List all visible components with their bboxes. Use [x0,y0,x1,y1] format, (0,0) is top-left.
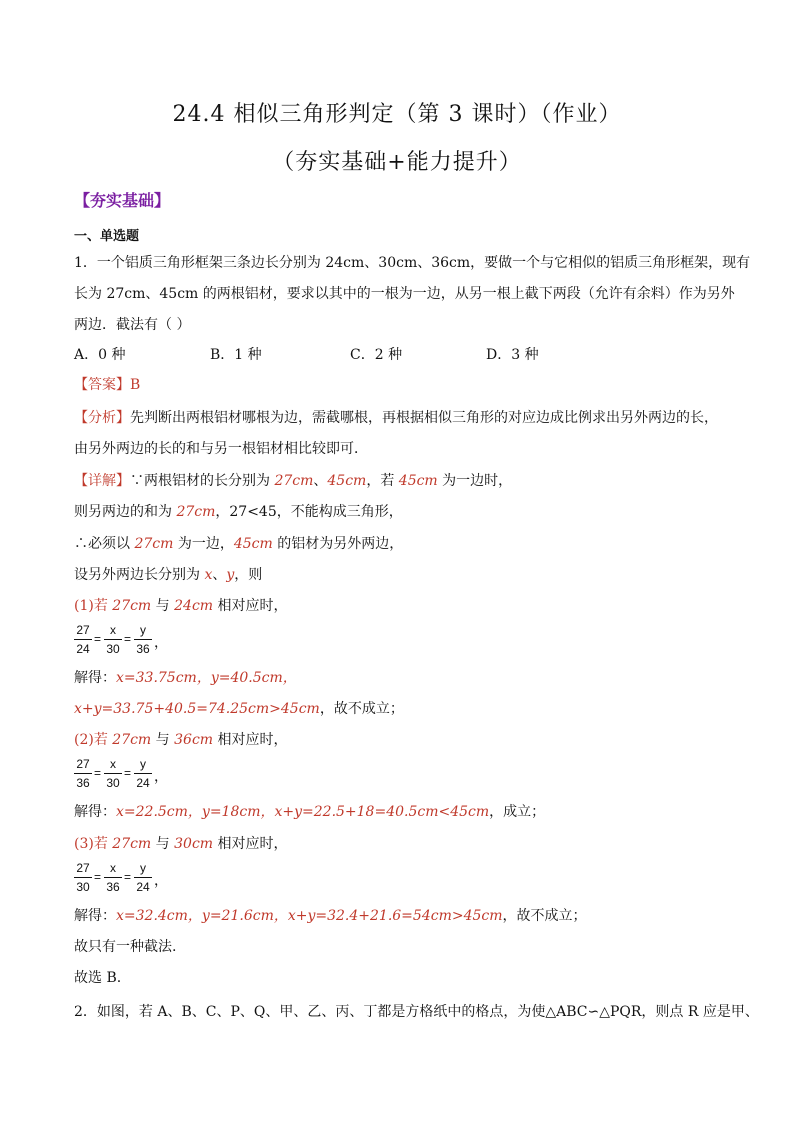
fraction: x 30 [104,756,122,791]
case-1-check: x+y=33.75+40.5=74.25cm>45cm，故不成立； [74,701,404,717]
fraction: x 30 [104,622,122,657]
fraction: 27 30 [74,860,92,895]
answer-tag: 【答案】 [74,377,130,393]
case-2-solution: 解得：x=22.5cm，y=18cm，x+y=22.5+18=40.5cm<45cm，成立； [74,804,546,820]
fraction: y 36 [134,622,152,657]
case-1-heading: (1)若 27cm 与 24cm 相对应时， [74,598,288,614]
q2-line-1: 2．如图，若 A、B、C、P、Q、甲、乙、丙、丁都是方格纸中的格点，为使△ABC∽△PQR，则点 R 应是甲、 [74,1004,759,1020]
option-d: D．3 种 [486,347,539,363]
fraction: 27 36 [74,756,92,791]
conclusion: 故只有一种截法. [74,939,177,955]
analysis-line-1 [74,409,734,427]
q1-options [74,346,734,364]
q1-line-3: 两边．截法有（ ） [74,317,191,333]
option-b: B．1 种 [210,347,262,363]
detail-line-3: ∴必须以 27cm 为一边，45cm 的铝材为另外两边， [74,536,404,552]
final-choice: 故选 B. [74,970,122,986]
option-c: C．2 种 [350,347,403,363]
answer-line [74,376,734,394]
detail-line-1: 【详解】∵两根铝材的长分别为 27cm、45cm，若 45cm 为一边时， [74,473,513,489]
option-a: A．0 种 [74,347,126,363]
case-3-solution: 解得：x=32.4cm，y=21.6cm，x+y=32.4+21.6=54cm>45cm，故不成立； [74,908,587,924]
case-2-heading: (2)若 27cm 与 36cm 相对应时， [74,732,288,748]
q1-line-1: 1．一个铝质三角形框架三条边长分别为 24cm、30cm、36cm，要做一个与它相似的铝质三角形框架，现有 [74,255,751,271]
analysis-tag: 【分析】 [74,410,130,426]
case-1-solution: 解得：x=33.75cm，y=40.5cm， [74,670,297,686]
page-subtitle: （夯实基础+能力提升） [272,150,522,175]
fraction: y 24 [134,756,152,791]
page-title: 24.4 相似三角形判定（第 3 课时）（作业） [172,102,622,127]
answer-value: B [130,377,141,393]
detail-line-2: 则另两边的和为 27cm，27<45，不能构成三角形， [74,504,403,520]
q1-line-2: 长为 27cm、45cm 的两根铝材，要求以其中的一根为一边，从另一根上截下两段（允许有余料）作为另外 [74,286,735,302]
analysis-text-1: 先判断出两根铝材哪根为边，需截哪根，再根据相似三角形的对应边成比例求出另外两边的长， [130,410,718,426]
fraction: 27 24 [74,622,92,657]
subsection-heading: 一、单选题 [74,229,140,244]
analysis-line-2: 由另外两边的长的和与另一根铝材相比较即可． [74,441,368,457]
document-page: 24.4 相似三角形判定（第 3 课时）（作业） （夯实基础+能力提升） 【夯实基础】 一、单选题 1．一个铝质三角形框架三条边长分别为 24cm、30cm、36cm，要做一个与它相似的铝质三角形框架，现有 长为 27cm、45cm 的两根铝材，要求以其中的一根为一边，从另一根上截下两段（允许有余料）作为另外 两边．截法有（ ） A．0 种 B．1 种 C．2 种 D．3 种 【答案】B 【分析】先判断出两根铝材哪根为边，需截哪根，再根据相似三角形的对应边成比例求出另外两边的长， 由另外两边的长的和与另一根铝材相比较即可． 【详解】∵两根铝材的长分别为 27cm、45cm，若 45cm 为一边时， 则另两边的和为 27cm，27<45，不能构成三角形， ∴必须以 27cm 为一边，45cm 的铝材为另外两边， 设另外两边长分别为 x、y，则 (1)若 27cm 与 24cm 相对应时， 27 24 = x 30 = y 36 ， 解得：x=33.75cm，y=40.5cm， x+y=33.75+40.5=74.25cm>45cm，故不成立； (2)若 27cm 与 36cm 相对应时， 27 36 = x 30 = y 24 ， 解得：x=22.5cm，y=18cm，x+y=22.5+18=40.5cm<45cm，成立； (3)若 27cm 与 30cm 相对应时， 27 30 = x 36 = y 24 ， 解得：x=32.4cm，y=21.6cm，x+y=32.4+21.6=54cm>45cm，故不成立； 故只有一种截法. 故选 B. 2．如图，若 A、B、C、P、Q、甲、乙、丙、丁都是方格纸中的格点，为使△ABC∽△PQR，则点 R 应是甲、 [0,0,794,1123]
section-tag: 【夯实基础】 [74,191,171,210]
detail-line-4: 设另外两边长分别为 x、y，则 [74,567,263,583]
case-3-heading: (3)若 27cm 与 30cm 相对应时， [74,836,288,852]
fraction: y 24 [134,860,152,895]
fraction: x 36 [104,860,122,895]
detail-tag: 【详解】 [74,473,130,489]
